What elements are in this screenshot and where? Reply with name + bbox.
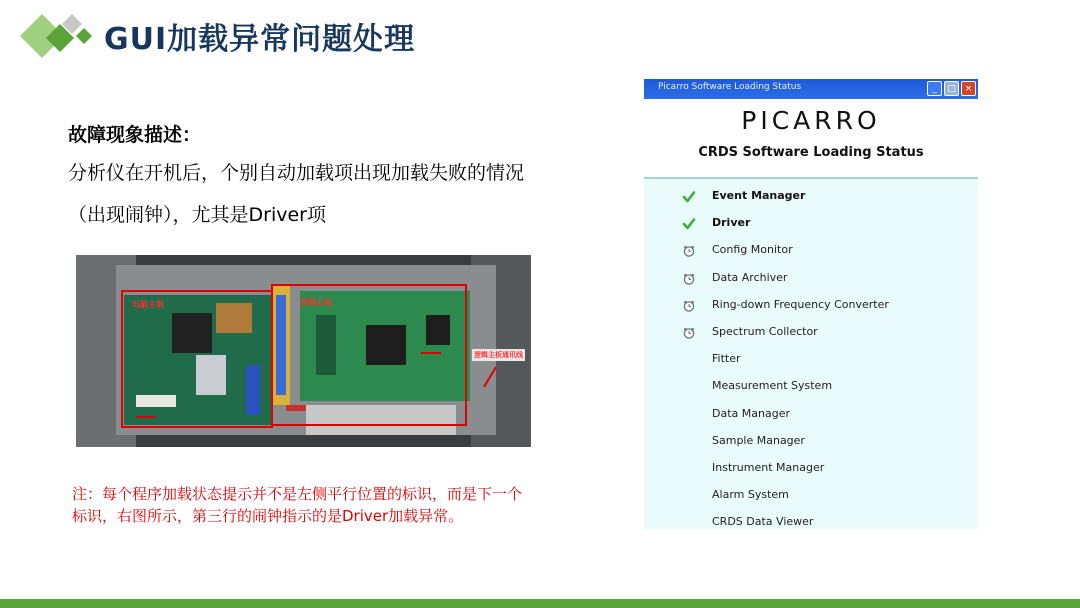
- status-item-label: Ring-down Frequency Converter: [712, 297, 889, 311]
- status-item-label: Config Monitor: [712, 243, 793, 257]
- loading-status-window: [644, 79, 978, 529]
- bottom-green-bar: [0, 599, 1080, 608]
- status-item: [644, 187, 978, 207]
- status-item: [644, 432, 978, 452]
- window-header: [644, 99, 978, 179]
- status-item: [644, 405, 978, 425]
- picarro-logo: PICARRO: [741, 106, 881, 135]
- alarm-clock-icon: [682, 243, 696, 257]
- note-line-1: 注：每个程序加载状态提示并不是左侧平行位置的标识，而是下一个: [72, 485, 523, 503]
- status-item-label: Alarm System: [712, 488, 789, 502]
- status-item: [644, 350, 978, 370]
- minimize-button[interactable]: _: [927, 81, 942, 96]
- status-item: [644, 296, 978, 316]
- page-title: GUI加载异常问题处理: [104, 22, 416, 57]
- window-subtitle: CRDS Software Loading Status: [698, 145, 924, 160]
- status-item: [644, 377, 978, 397]
- status-item-label: CRDS Data Viewer: [712, 515, 814, 529]
- photo-label-motherboard: 电脑主板: [132, 300, 164, 309]
- note-line-2: 标识，右图所示，第三行的闹钟指示的是Driver加载异常。: [72, 507, 464, 525]
- status-item-label: Sample Manager: [712, 433, 805, 447]
- status-item: [644, 269, 978, 289]
- circuit-board-photo: [76, 255, 531, 447]
- status-item: [644, 486, 978, 506]
- fault-description-heading: 故障现象描述：: [68, 124, 202, 146]
- status-item: [644, 323, 978, 343]
- note-text: [72, 483, 632, 527]
- alarm-clock-icon: [682, 325, 696, 339]
- status-item: [644, 459, 978, 479]
- status-item-label: Spectrum Collector: [712, 325, 818, 338]
- status-item-label: Data Manager: [712, 406, 790, 420]
- alarm-clock-icon: [682, 271, 696, 285]
- status-item-label: Measurement System: [712, 379, 833, 393]
- status-item-label: Driver: [712, 216, 751, 230]
- status-item: [644, 513, 978, 529]
- maximize-button[interactable]: □: [944, 81, 959, 96]
- status-item-label: Data Archiver: [712, 270, 788, 284]
- window-controls: [927, 81, 976, 96]
- window-title: Picarro Software Loading Status: [658, 82, 802, 92]
- fault-description-line-2: （出现闹钟），尤其是Driver项: [68, 204, 326, 226]
- status-item: [644, 214, 978, 234]
- status-item-label: Fitter: [712, 352, 741, 366]
- logo-diamonds-icon: [14, 10, 94, 62]
- photo-label-logic-board: 逻辑主板: [300, 298, 332, 307]
- status-item-label: Event Manager: [712, 189, 806, 202]
- close-button[interactable]: ×: [961, 81, 976, 96]
- window-titlebar[interactable]: [644, 79, 978, 99]
- photo-label-comm-cable: 逻辑主板通讯线: [474, 351, 523, 359]
- check-icon: [682, 216, 696, 230]
- fault-description-line-1: 分析仪在开机后，个别自动加载项出现加载失败的情况: [68, 162, 525, 184]
- status-item: [644, 241, 978, 261]
- check-icon: [682, 189, 696, 203]
- alarm-clock-icon: [682, 298, 696, 312]
- status-item-label: Instrument Manager: [712, 461, 825, 474]
